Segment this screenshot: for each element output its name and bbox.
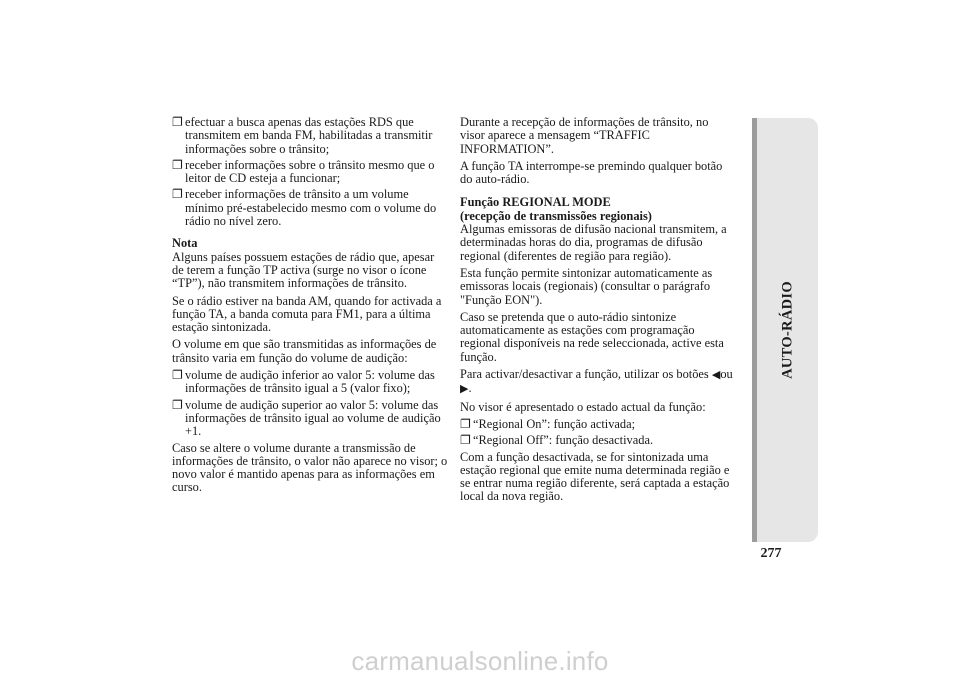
section-tab-label: AUTO-RÁDIO	[779, 281, 795, 379]
paragraph: Esta função permite sintonizar automaticamente as emissoras locais (regionais) (consultar o parágrafo "Função EON").	[460, 265, 713, 307]
paragraph: No visor é apresentado o estado actual da função:	[460, 399, 706, 414]
paragraph: Com a função desactivada, se for sintonizada uma estação regional que emite numa determinada região e se entrar numa região diferente, será captada a estação local da nova região.	[460, 449, 730, 504]
paragraph: Alguns países possuem estações de rádio que, apesar de terem a função TP activa (surge no visor o ícone “TP”), não transmitem informações de trânsito.	[172, 249, 435, 291]
paragraph: Caso se altere o volume durante a transmissão de informações de trânsito, o valor não aparece no visor; o novo valor é mantido apenas para as informações em curso.	[172, 440, 448, 495]
checkbox-bullet-icon: ❐	[460, 433, 471, 448]
paragraph: Caso se pretenda que o auto-rádio sintonize automaticamente as estações com programação regional disponíveis na rede seleccionada, active esta função.	[460, 309, 724, 364]
checkbox-bullet-icon: ❐	[172, 157, 183, 172]
list-item: ❐ efectuar a busca apenas das estações RDS que transmitem em banda FM, habilitadas a transmitir informações sobre o trânsito;	[172, 115, 433, 156]
paragraph: Durante a recepção de informações de trânsito, no visor aparece a mensagem “TRAFFIC INFORMATION”.	[460, 115, 709, 156]
list-item: ❐ receber informações de trânsito a um volume mínimo pré-estabelecido mesmo com o volume do rádio no nível zero.	[172, 187, 437, 229]
paragraph: O volume em que são transmitidas as informações de trânsito varia em função do volume de audição:	[172, 337, 437, 365]
watermark: carmanualsonline.info	[351, 646, 609, 676]
paragraph: Algumas emissoras de difusão nacional transmitem, a determinadas horas do dia, programas de difusão regional (diferentes de região para região).	[460, 222, 727, 263]
paragraph: A função TA interrompe-se premindo qualquer botão do auto-rádio.	[460, 158, 723, 187]
list-item: ❐ “Regional On”: função activada;	[460, 416, 636, 431]
right-column	[460, 116, 734, 508]
checkbox-bullet-icon: ❐	[172, 397, 183, 412]
note-heading: Nota	[172, 236, 198, 251]
checkbox-bullet-icon: ❐	[172, 368, 183, 383]
list-item: ❐ volume de audição superior ao valor 5: volume das informações de trânsito igual ao volume de audição +1.	[172, 397, 441, 439]
right-arrow-icon: ▶	[460, 383, 469, 396]
paragraph: Para activar/desactivar a função, utilizar os botões ◀ou ▶.	[460, 367, 733, 396]
checkbox-bullet-icon: ❐	[172, 187, 183, 202]
checkbox-bullet-icon: ❐	[460, 416, 471, 431]
section-tab	[752, 118, 818, 542]
list-item: ❐ volume de audição inferior ao valor 5: volume das informações de trânsito igual a 5 (valor fixo);	[172, 368, 435, 396]
left-arrow-icon: ◀	[711, 369, 721, 382]
left-column	[172, 116, 448, 499]
section-heading: Função REGIONAL MODE	[460, 195, 611, 210]
checkbox-bullet-icon: ❐	[172, 115, 183, 129]
list-item: ❐ receber informações sobre o trânsito mesmo que o leitor de CD esteja a funcionar;	[172, 157, 435, 186]
paragraph: Se o rádio estiver na banda AM, quando for activada a função TA, a banda comuta para FM1, para a última estação sintonizada.	[172, 293, 442, 335]
section-subheading: (recepção de transmissões regionais)	[460, 208, 652, 223]
list-item: ❐ “Regional Off”: função desactivada.	[460, 433, 654, 448]
page-number: 277	[760, 546, 782, 561]
